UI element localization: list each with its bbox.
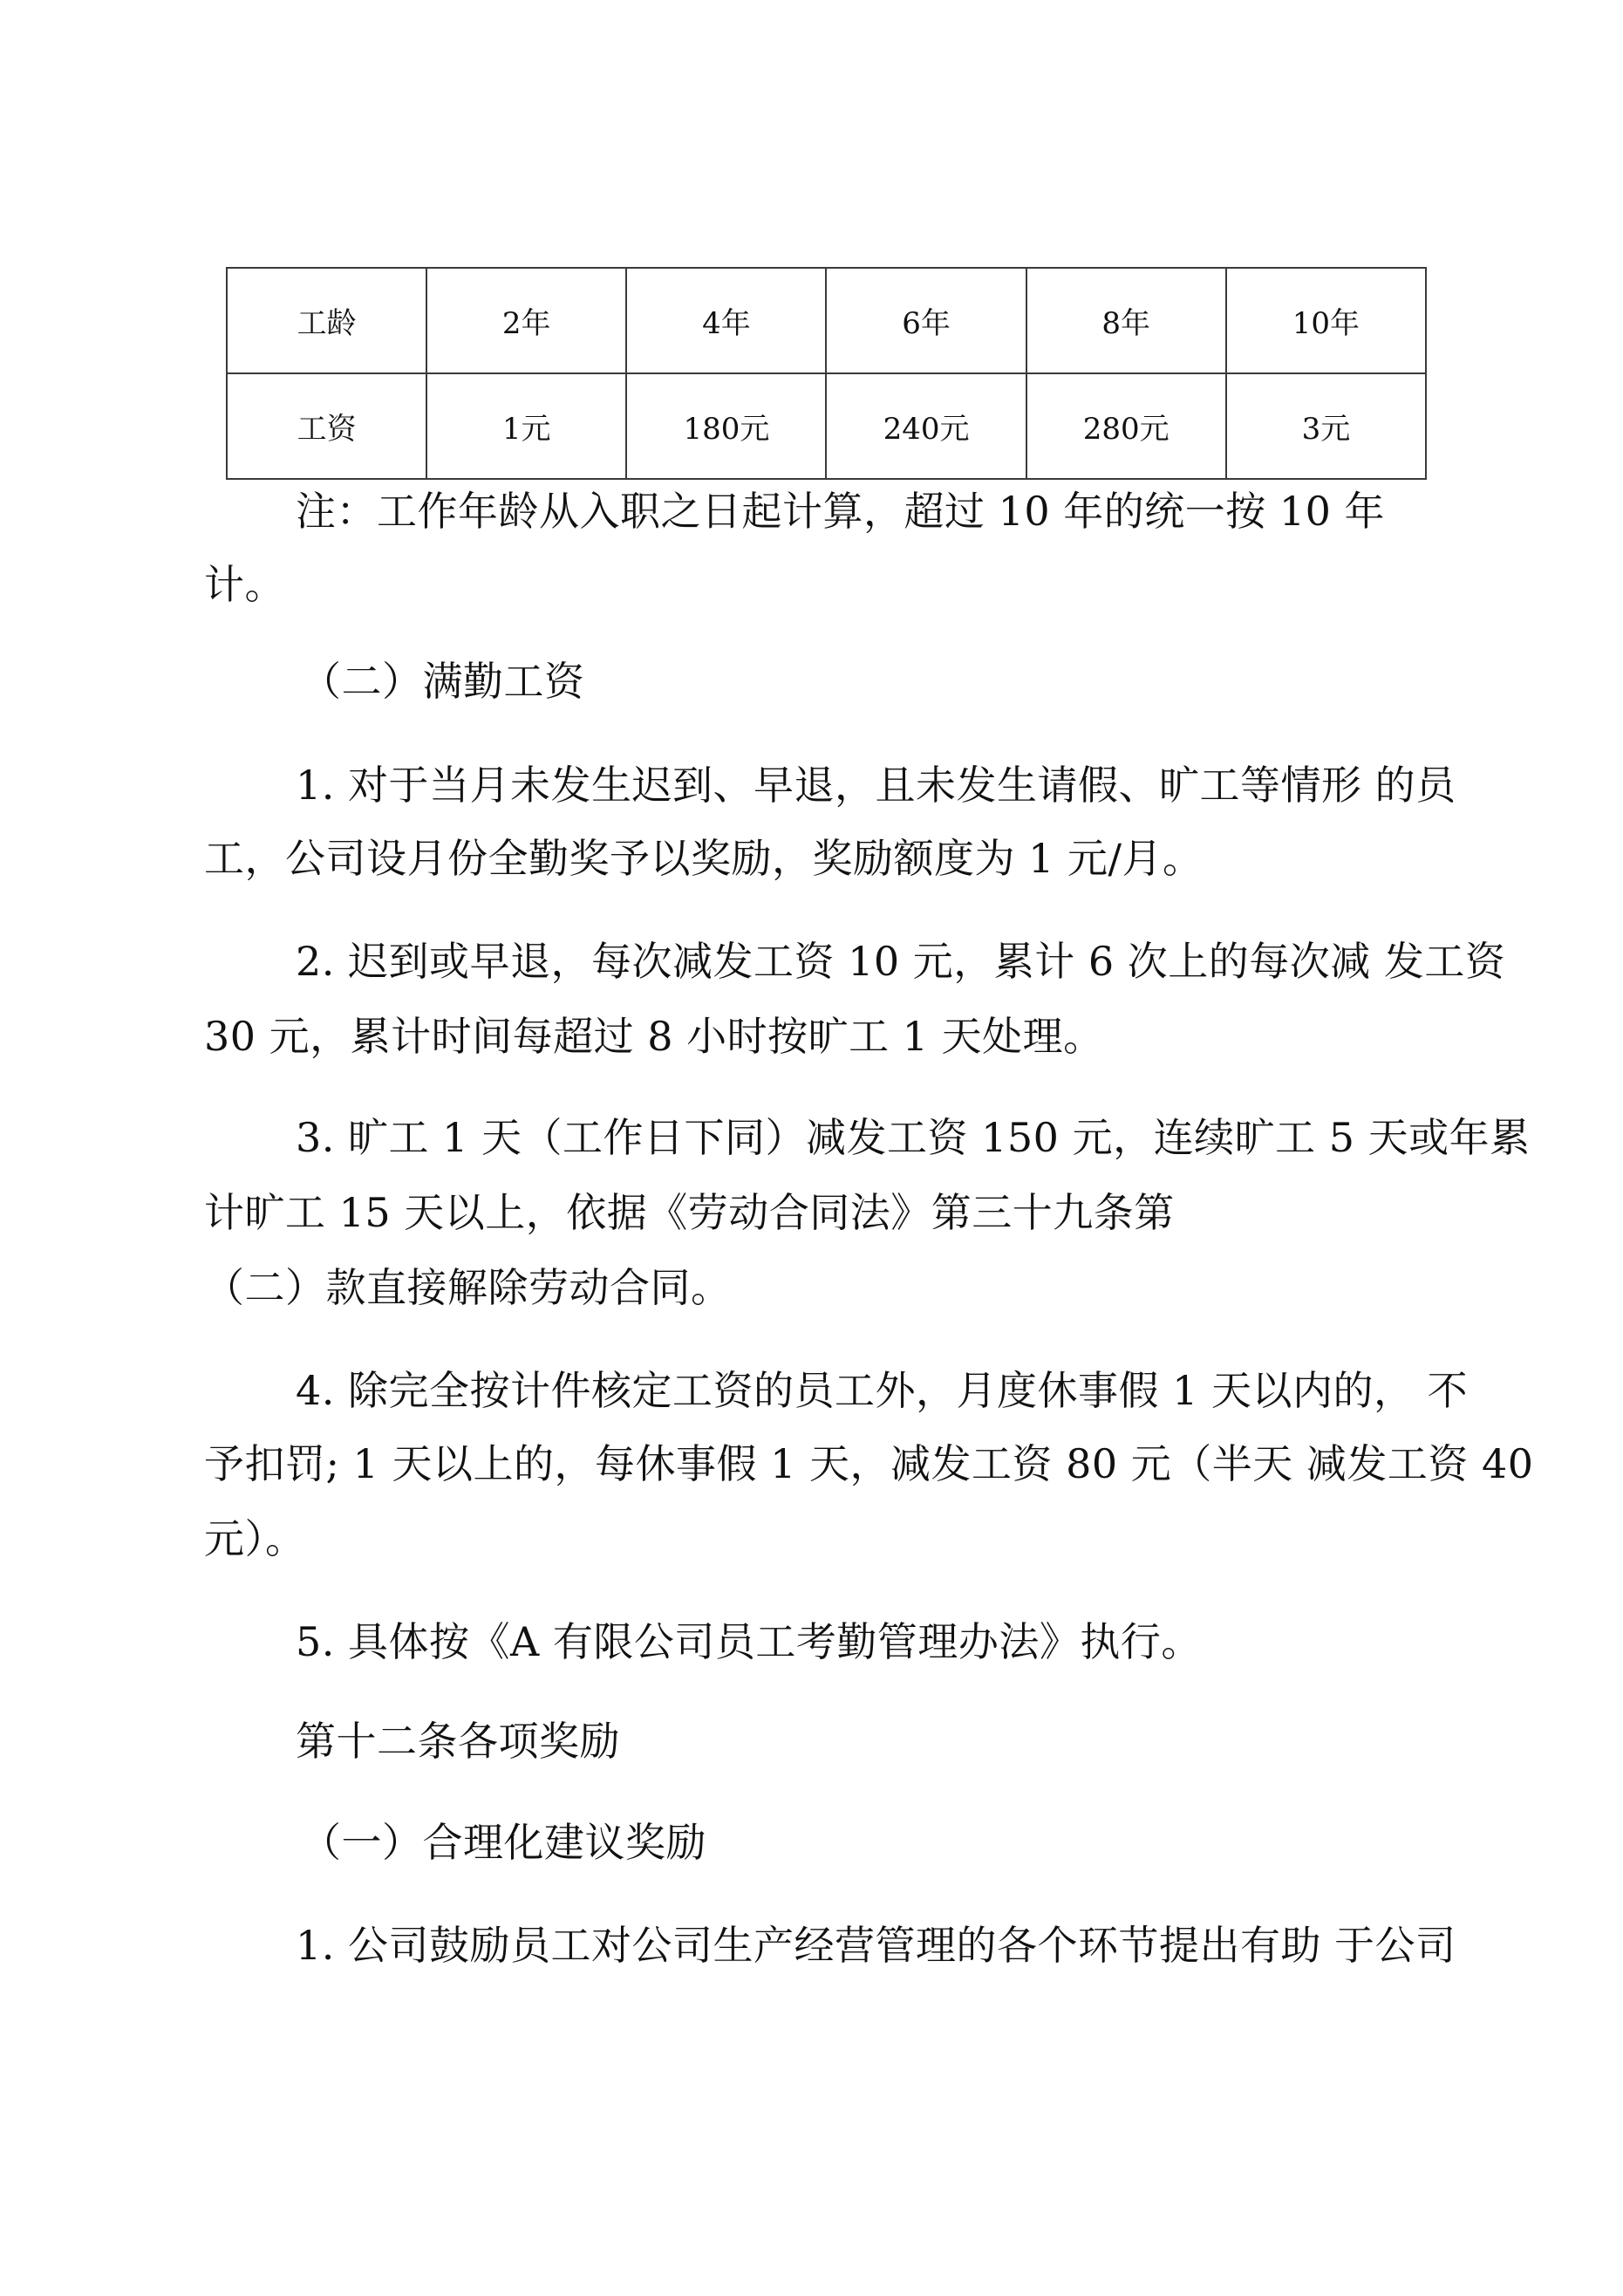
section-heading-suggestion-award: （一）合理化建议奖励 (301, 1819, 706, 1866)
table-row (227, 268, 1426, 373)
table-cell: 2年 (426, 268, 626, 373)
paragraph-line: （二）款直接解除劳动合同。 (204, 1264, 732, 1311)
table-row (227, 373, 1426, 479)
paragraph-line: 3. 旷工 1 天（工作日下同）减发工资 150 元，连续旷工 5 天或年累 (296, 1114, 1531, 1161)
table-cell: 240元 (826, 373, 1026, 479)
paragraph-line: 5. 具体按《A 有限公司员工考勤管理办法》执行。 (296, 1618, 1202, 1665)
table-cell: 工资 (227, 373, 426, 479)
note-line: 注：工作年龄从入职之日起计算，超过 10 年的统一按 10 年 (296, 488, 1386, 535)
paragraph-line: 予扣罚; 1 天以上的，每休事假 1 天，减发工资 80 元（半天 减发工资 40 (204, 1440, 1534, 1487)
seniority-wage-table (226, 267, 1427, 480)
table-cell: 180元 (626, 373, 826, 479)
article-heading: 第十二条各项奖励 (296, 1718, 620, 1765)
paragraph-line: 1. 公司鼓励员工对公司生产经营管理的各个环节提出有助 于公司 (296, 1922, 1456, 1969)
paragraph-line: 计旷工 15 天以上，依据《劳动合同法》第三十九条第 (204, 1189, 1175, 1236)
table-cell: 6年 (826, 268, 1026, 373)
table-cell: 280元 (1026, 373, 1226, 479)
paragraph-line: 30 元，累计时间每超过 8 小时按旷工 1 天处理。 (204, 1013, 1104, 1060)
table-cell: 4年 (626, 268, 826, 373)
table-cell: 工龄 (227, 268, 426, 373)
paragraph-line: 元）。 (204, 1515, 306, 1562)
paragraph-line: 工，公司设月份全勤奖予以奖励，奖励额度为 1 元/月。 (204, 835, 1204, 882)
paragraph-line: 1. 对于当月未发生迟到、早退，且未发生请假、旷工等情形 的员 (296, 762, 1456, 809)
section-heading-full-attendance: （二）满勤工资 (301, 658, 585, 705)
table-cell: 8年 (1026, 268, 1226, 373)
table-cell: 10年 (1226, 268, 1426, 373)
note-line-cont: 计。 (204, 561, 285, 608)
paragraph-line: 4. 除完全按计件核定工资的员工外，月度休事假 1 天以内的， 不 (296, 1367, 1469, 1414)
paragraph-line: 2. 迟到或早退，每次减发工资 10 元，累计 6 次上的每次减 发工资 (296, 938, 1506, 985)
table-cell: 3元 (1226, 373, 1426, 479)
table-cell: 1元 (426, 373, 626, 479)
